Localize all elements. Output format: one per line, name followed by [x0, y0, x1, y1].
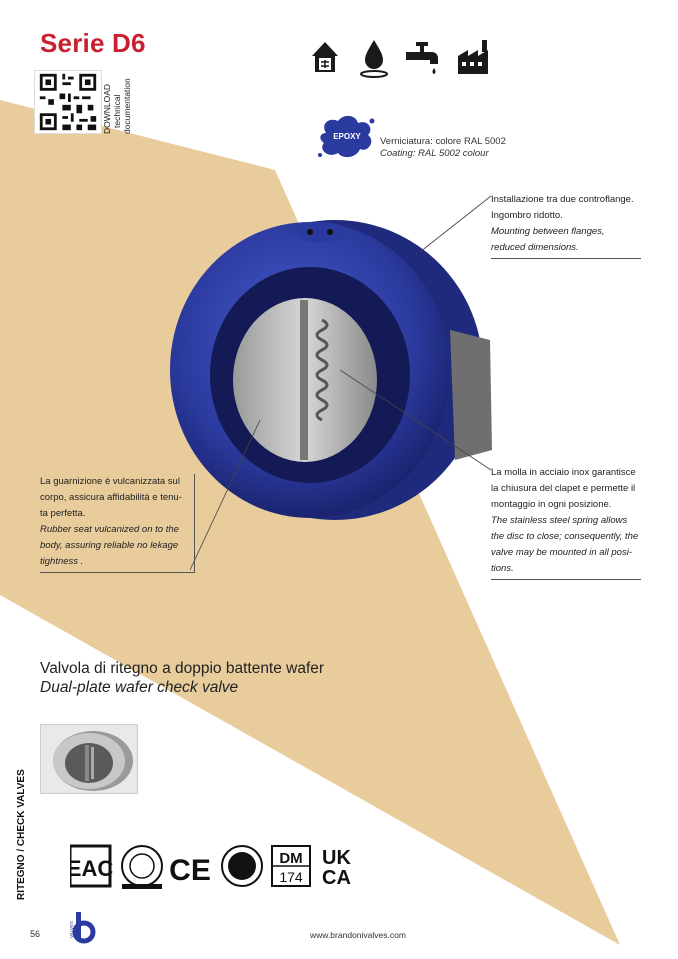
product-title-it: Valvola di ritegno a doppio battente wafer	[40, 660, 325, 677]
product-title-en: Dual-plate wafer check valve	[40, 679, 239, 696]
certification-logos	[70, 844, 370, 890]
product-thumbnail[interactable]	[40, 724, 138, 794]
spring-en-3: valve may be mounted in all posi-	[491, 547, 632, 558]
valve-image	[160, 210, 500, 530]
brandoni-logo[interactable]	[68, 910, 96, 944]
spring-it-2: la chiusura del clapet e permette il	[491, 483, 636, 494]
coating-en: Coating: RAL 5002 colour	[380, 148, 489, 159]
dm-number: 174	[279, 869, 303, 885]
website-link[interactable]: www.brandonivalves.com	[310, 930, 406, 940]
spring-en-2: the disc to close; consequently, the	[491, 531, 639, 542]
uk-label: UK	[322, 847, 351, 869]
seat-en-1: Rubber seat vulcanized on to the	[40, 524, 179, 535]
page-number: 56	[30, 929, 41, 939]
seat-it-3: ta perfetta.	[40, 508, 86, 519]
house-icon	[312, 42, 338, 72]
section-side-label	[6, 740, 36, 900]
epoxy-badge-label: EPOXY	[333, 132, 361, 141]
coating-it: Verniciatura: colore RAL 5002	[380, 136, 506, 147]
qr-code[interactable]	[34, 70, 102, 134]
callout-spring	[491, 465, 641, 580]
ca-label: CA	[322, 867, 351, 889]
factory-icon	[458, 40, 488, 74]
imq-seal	[222, 846, 262, 886]
mounting-it-2: Ingombro ridotto.	[491, 210, 563, 221]
documentation-label: documentation	[122, 78, 132, 134]
dm-label: DM	[279, 850, 303, 867]
mounting-en-1: Mounting between flanges,	[491, 226, 605, 237]
seat-en-3: tightness .	[40, 556, 84, 567]
mounting-en-2: reduced dimensions.	[491, 242, 579, 253]
download-label: DOWNLOAD	[102, 83, 112, 134]
coating-info	[380, 136, 506, 160]
seat-it-1: La guarnizione è vulcanizzata sul	[40, 476, 180, 487]
product-title	[40, 660, 324, 697]
technical-label: technical	[112, 94, 122, 128]
section-label-text: RITEGNO / CHECK VALVES	[16, 769, 27, 900]
eac-label: EAC	[70, 856, 114, 881]
mounting-it-1: Installazione tra due controflange.	[491, 194, 634, 205]
seat-en-2: body, assuring reliable no lekage	[40, 540, 179, 551]
epoxy-badge	[316, 113, 378, 163]
pzh-seal	[122, 846, 162, 889]
seat-it-2: corpo, assicura affidabilità e tenu-	[40, 492, 182, 503]
tap-icon	[406, 42, 438, 74]
spring-it-3: montaggio in ogni posizione.	[491, 499, 612, 510]
download-documentation-label[interactable]	[100, 70, 140, 134]
callout-mounting	[491, 192, 641, 259]
spring-en-1: The stainless steel spring allows	[491, 515, 628, 526]
logo-valves-text: VALVES	[69, 921, 74, 938]
ukca-mark	[322, 847, 351, 889]
spring-it-1: La molla in acciaio inox garantisce	[491, 467, 636, 478]
eac-mark	[70, 846, 113, 886]
callout-seat	[40, 474, 195, 573]
application-icons	[308, 36, 498, 78]
ce-mark	[169, 854, 211, 887]
series-title: Serie D6	[40, 28, 146, 58]
spring-en-4: tions.	[491, 563, 514, 574]
dm-174-mark	[272, 846, 310, 886]
water-drop-icon	[361, 40, 387, 77]
ce-label: CE	[169, 854, 211, 887]
